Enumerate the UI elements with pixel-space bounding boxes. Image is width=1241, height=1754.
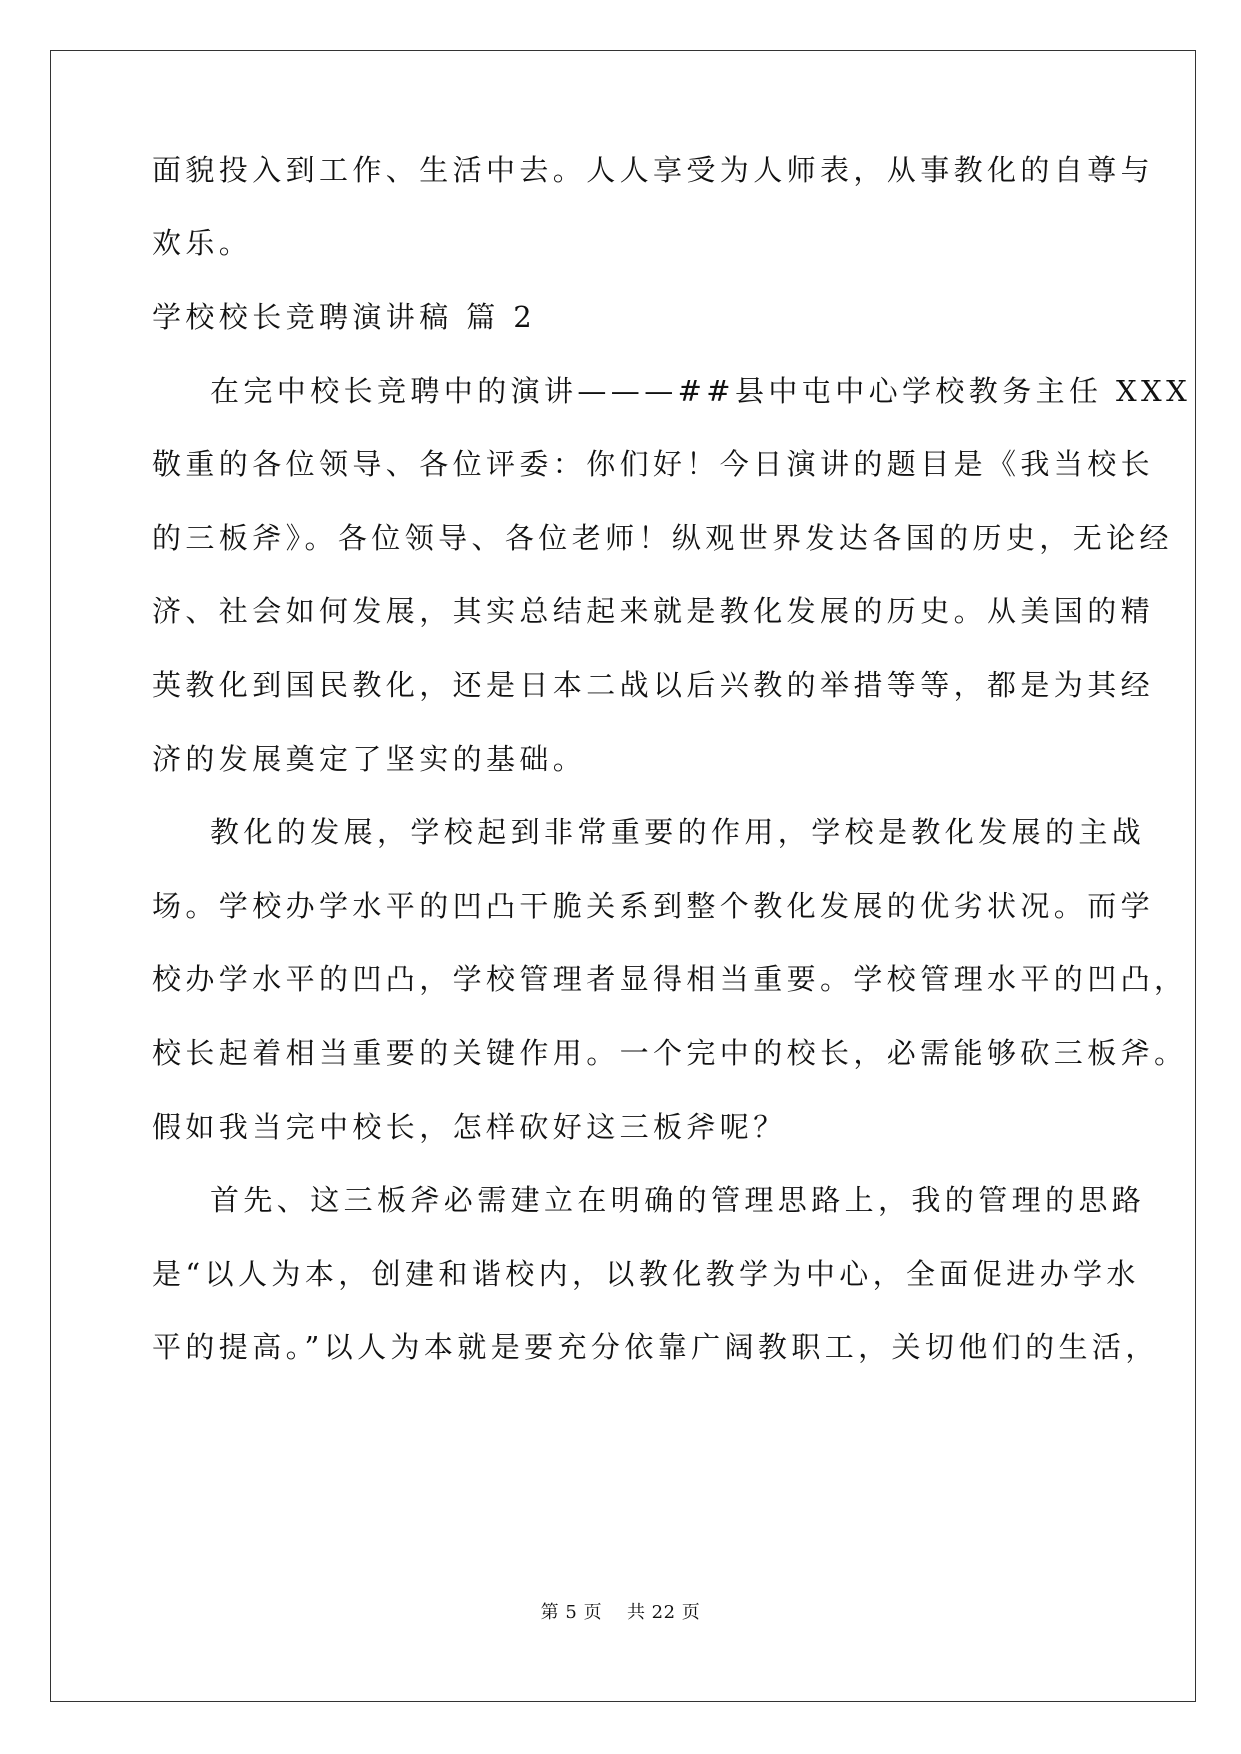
text-line-1: 面貌投入到工作、生活中去。人人享受为人师表，从事教化的自尊与 bbox=[152, 153, 1155, 187]
text-line-9: 济的发展奠定了坚实的基础。 bbox=[152, 742, 587, 776]
text-line-16: 是“以人为本，创建和谐校内，以教化教学为中心，全面促进办学水 bbox=[152, 1257, 1140, 1291]
text-line-14: 假如我当完中校长，怎样砍好这三板斧呢？ bbox=[152, 1110, 787, 1144]
text-line-7: 济、社会如何发展，其实总结起来就是教化发展的历史。从美国的精 bbox=[152, 594, 1155, 628]
text-line-6: 的三板斧》。各位领导、各位老师！纵观世界发达各国的历史，无论经 bbox=[152, 521, 1173, 555]
text-line-10: 教化的发展，学校起到非常重要的作用，学校是教化发展的主战 bbox=[210, 815, 1146, 849]
speech-title-line: 在完中校长竞聘中的演讲———##县中屯中心学校教务主任 XXX bbox=[210, 374, 1192, 408]
text-line-5: 敬重的各位领导、各位评委：你们好！今日演讲的题目是《我当校长 bbox=[152, 447, 1155, 481]
text-line-17: 平的提高。”以人为本就是要充分依靠广阔教职工，关切他们的生活， bbox=[152, 1330, 1159, 1364]
page-footer bbox=[0, 1598, 1241, 1624]
text-line-11: 场。学校办学水平的凹凸干脆关系到整个教化发展的优劣状况。而学 bbox=[152, 889, 1155, 923]
text-line-2: 欢乐。 bbox=[152, 226, 253, 260]
text-line-15: 首先、这三板斧必需建立在明确的管理思路上，我的管理的思路 bbox=[210, 1183, 1146, 1217]
page-number: 第 5 页 共 22 页 bbox=[540, 1602, 701, 1623]
text-line-12: 校办学水平的凹凸，学校管理者显得相当重要。学校管理水平的凹凸， bbox=[152, 962, 1188, 996]
text-line-13: 校长起着相当重要的关键作用。一个完中的校长，必需能够砍三板斧。 bbox=[152, 1036, 1188, 1070]
section-heading: 学校校长竞聘演讲稿 篇 2 bbox=[152, 300, 537, 334]
text-line-8: 英教化到国民教化，还是日本二战以后兴教的举措等等，都是为其经 bbox=[152, 668, 1155, 702]
